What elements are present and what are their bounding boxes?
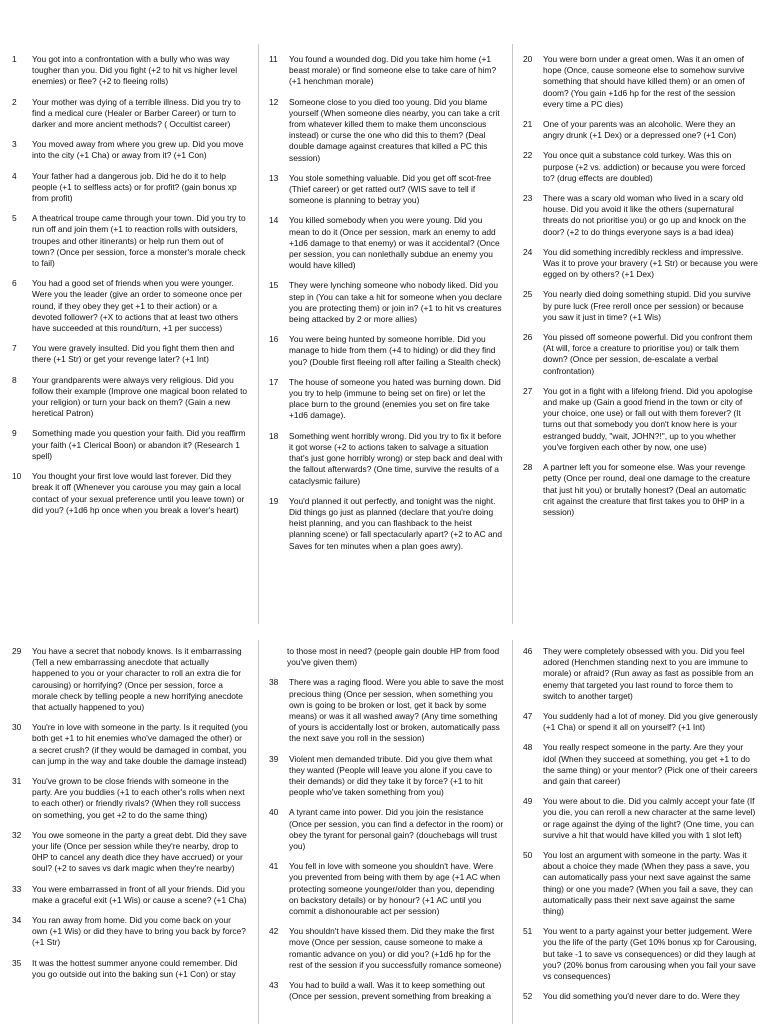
list-item <box>10 958 248 980</box>
item-number: 28 <box>523 462 533 473</box>
list-item <box>10 915 248 949</box>
item-text: A partner left you for someone else. Was your revenge petty (Once per round, deal one damage to the creature that just hit you) or brutally honest? (Deal an automatic crit against the creature that first takes you to 0HP in a session) <box>543 462 751 517</box>
item-text: You got in a fight with a lifelong friend. Did you apologise and make up (Gain a good friend in the town or city of your choice, one use) or fall out with them forever? (It turns out that somebody you don't know here is your estranged buddy, "wait, JOHN?!", up to you whether you've forgiven each other by now, one use) <box>543 385 753 452</box>
list-item <box>10 213 248 269</box>
item-text: It was the hottest summer anyone could remember. Did you go outside out into the baking sun (+1 Con) or stay <box>32 957 238 979</box>
item-text: There was a scary old woman who lived in a scary old house. Did you avoid it like the others (supernatural threats do not prioritise you) or go up and knock on the door? (+2 to do things everyone says is a bad idea) <box>543 193 746 237</box>
item-number: 29 <box>12 646 22 656</box>
list-item <box>267 754 504 799</box>
column-2 <box>258 44 510 624</box>
list-item <box>521 850 758 917</box>
list-item <box>521 386 758 453</box>
list-item <box>10 375 248 420</box>
item-text: Something went horribly wrong. Did you try to fix it before it got worse (+2 to actions taken to salvage a situation that's just gone horribly wrong) or step back and deal with the fallout afterwards? (One time, survive the results of a cataclysmic failure) <box>289 430 503 486</box>
item-number: 43 <box>269 980 279 991</box>
list-item <box>521 193 758 238</box>
column-6 <box>512 640 764 1024</box>
item-number: 25 <box>523 289 533 300</box>
item-text: You once quit a substance cold turkey. Was this on purpose (+2 vs. addiction) or because you were forced to? (drug effects are doubled) <box>543 150 746 183</box>
item-text: You were about to die. Did you calmly accept your fate (If you die, you can reroll a new character at the same level) or rage against the dying of the light? (One time, you can survive a hit that would have killed you with 1 slot left) <box>543 796 756 840</box>
item-text: You had a good set of friends when you were younger. Were you the leader (give an order to someone once per round, if they obey they get +1 to their action) or a devoted follower? (+X to actions that at least two others have succeeded at this round/turn, +1 per success) <box>32 278 243 334</box>
list-item <box>267 377 504 422</box>
column-5-entries <box>267 677 504 1002</box>
list-item <box>267 496 504 552</box>
item-number: 10 <box>12 471 22 482</box>
item-text: You stole something valuable. Did you get off scot-free (Thief career) or get ratted out? (WIS save to tell if someone is planning to betray you) <box>289 172 492 206</box>
column-5 <box>258 640 510 1024</box>
item-text: You shouldn't have kissed them. Did they make the first move (Once per session, cause someone to make a romantic advance on you) or did you? (+1d6 hp for the rest of the session if you successfully romance someone) <box>289 926 502 970</box>
item-number: 19 <box>269 495 279 506</box>
list-item <box>10 139 248 161</box>
item-number: 14 <box>269 215 279 226</box>
item-number: 4 <box>12 170 17 181</box>
item-text: You're in love with someone in the party. Is it requited (you both get +1 to hit enemies who've damaged the other) or a secret crush? (if they would be damaged in combat, you can jump in the way and take double the damage instead) <box>32 722 248 766</box>
item-text: You've grown to be close friends with someone in the party. Are you buddies (+1 to each other's rolls when next to each other) or friendly rivals? (When they roll success on something, you get +2 to do the same thing) <box>32 776 245 820</box>
item-number: 7 <box>12 343 17 354</box>
continued-text: to those most in need? (people gain double HP from food you've given them) <box>287 646 500 668</box>
list-item <box>10 776 248 821</box>
list-item <box>521 332 758 377</box>
item-number: 9 <box>12 428 17 439</box>
item-number: 3 <box>12 139 17 150</box>
item-number: 38 <box>269 677 279 688</box>
item-number: 20 <box>523 54 533 64</box>
list-item <box>267 215 504 271</box>
list-item <box>10 97 248 131</box>
item-number: 23 <box>523 193 533 204</box>
item-text: You killed somebody when you were young. Did you mean to do it (Once per session, mark an enemy to add +1d6 damage to that enemy) or was it accidental? (Once per session, you can nonlethally subdue an enemy you would have killed) <box>289 215 500 271</box>
item-number: 42 <box>269 926 279 937</box>
list-item <box>10 343 248 365</box>
item-number: 32 <box>12 829 22 840</box>
column-1 <box>2 44 254 624</box>
item-text: They were completely obsessed with you. Did you feel adored (Henchmen standing next to you are immune to morale) or afraid? (Run away as fast as possible from an enemy that targeted you last round to force them to switch to another target) <box>543 646 754 701</box>
item-text: Someone close to you died too young. Did you blame yourself (When someone dies nearby, you can take a crit from whatever killed them to make them unconscious instead) or curse the one who did this to them? (Deal double damage against creatures that killed a PC this session) <box>289 96 500 163</box>
item-number: 5 <box>12 213 17 224</box>
item-number: 21 <box>523 119 533 130</box>
list-item <box>267 807 504 852</box>
item-number: 26 <box>523 332 533 343</box>
list-item <box>267 97 504 164</box>
list-item <box>267 334 504 368</box>
list-item <box>521 991 758 1002</box>
list-item <box>10 471 248 516</box>
item-number: 34 <box>12 915 22 926</box>
item-number: 47 <box>523 711 533 722</box>
list-item <box>521 119 758 141</box>
item-text: You pissed off someone powerful. Did you confront them (At will, force a creature to prioritise you) or talk them down? (Once per session, de-escalate a verbal confrontation) <box>543 332 753 376</box>
list-item <box>267 431 504 487</box>
item-text: You really respect someone in the party. Are they your idol (When they succeed at something, you get +1 to do the same thing) or your mentor? (Pick one of their careers and gain that career) <box>543 742 758 787</box>
item-number: 8 <box>12 374 17 385</box>
item-number: 11 <box>269 54 278 64</box>
list-item <box>267 677 504 744</box>
column-3 <box>512 44 764 624</box>
item-number: 6 <box>12 278 17 289</box>
list-item <box>267 280 504 325</box>
list-item <box>521 742 758 787</box>
item-number: 40 <box>269 807 279 818</box>
item-number: 48 <box>523 742 533 753</box>
item-number: 49 <box>523 796 533 807</box>
item-number: 18 <box>269 430 279 441</box>
list-item <box>521 796 758 841</box>
list-item <box>521 247 758 281</box>
list-item <box>267 861 504 917</box>
top-block <box>0 44 768 624</box>
item-number: 46 <box>523 646 533 656</box>
item-number: 41 <box>269 861 279 872</box>
item-text: They were lynching someone who nobody liked. Did you step in (You can take a hit for someone when you declare you are protecting them) or join in? (+1 to hit vs creatures being attacked by 2 or more allies) <box>289 280 502 325</box>
item-number: 16 <box>269 334 279 345</box>
list-item <box>521 646 758 702</box>
item-text: You owe someone in the party a great debt. Did they save your life (Once per session while they're nearby, drop to 0HP to cancel any death dice they have accrued) or your soul? (+2 to saves vs dark magic when they're nearby) <box>32 829 247 874</box>
item-text: Violent men demanded tribute. Did you give them what they wanted (People will leave you alone if you cave to their demands) or did they take it by force? (+1 to hit people who've taken something from you) <box>289 753 493 798</box>
item-number: 33 <box>12 883 22 894</box>
list-item <box>10 171 248 205</box>
list-item <box>267 173 504 207</box>
item-text: You found a wounded dog. Did you take him home (+1 beast morale) or find someone else to take care of him? (+1 henchman morale) <box>289 54 497 87</box>
item-number: 12 <box>269 96 279 107</box>
item-number: 1 <box>12 54 17 64</box>
item-text: A theatrical troupe came through your town. Did you try to run off and join them (+1 to reaction rolls with outsiders, troupes and other itinerants) or help run them out of town? (Once per session, force a monster's morale check to fail) <box>32 213 246 269</box>
item-text: You have a secret that nobody knows. Is it embarrassing (Tell a new embarrassing anecdote that actually happened to you or your character to roll an extra die for carousing) or horrifying? (Once per session, force a morale check by telling people a new horrifying anecdote that actually happened to you) <box>32 646 243 713</box>
item-text: You suddenly had a lot of money. Did you give generously (+1 Cha) or spend it all on yourself? (+1 Int) <box>543 711 758 733</box>
item-text: You did something incredibly reckless and impressive. Was it to prove your bravery (+1 Str) or because you were egged on by others? (+1 Dex) <box>543 246 758 280</box>
item-number: 50 <box>523 850 533 861</box>
item-text: You'd planned it out perfectly, and tonight was the night. Did things go just as planned (declare that you're doing heist planning, and you can flashback to the heist planning scene) or fall spectacularly apart? (+2 to AC and Saves for ten minutes when a plan goes awry). <box>289 495 502 551</box>
item-text: You thought your first love would last forever. Did they break it off (Whenever you carouse you may gain a local contact of your sexual preference until you leave town) or did you? (+1d6 hp once when you break a lover's heart) <box>32 471 245 515</box>
list-item <box>521 462 758 518</box>
list-item <box>267 54 504 88</box>
list-item <box>10 884 248 906</box>
list-item <box>521 711 758 733</box>
item-text: Something made you question your faith. Did you reaffirm your faith (+1 Clerical Boon) or abandon it? (Research 1 spell) <box>32 428 246 461</box>
item-text: The house of someone you hated was burning down. Did you try to help (immune to being set on fire) or let the place burn to the ground (enemies you set on fire take +1d6 damage). <box>289 376 501 421</box>
item-text: You fell in love with someone you shouldn't have. Were you prevented from being with them by age (+1 AC when protecting someone younger/older than you, depending on backstory details) or by honour? (+1 AC until you commit a dishonourable act per session) <box>289 861 501 917</box>
item-number: 31 <box>12 776 22 787</box>
item-text: You did something you'd never dare to do. Were they <box>543 991 740 1002</box>
item-number: 24 <box>523 246 533 257</box>
list-item <box>267 926 504 971</box>
item-number: 51 <box>523 926 533 937</box>
item-text: A tyrant came into power. Did you join the resistance (Once per session, you can find a defector in the room) or obey the tyrant for personal gain? (douchebags will trust you) <box>289 807 504 852</box>
item-text: You moved away from where you grew up. Did you move into the city (+1 Cha) or away from it? (+1 Con) <box>32 139 244 161</box>
item-text: You ran away from home. Did you come back on your own (+1 Wis) or did they have to bring you back by force? (+1 Str) <box>32 915 246 948</box>
item-number: 2 <box>12 96 17 107</box>
item-text: You went to a party against your better judgement. Were you the life of the party (Get 10% bonus xp for Carousing, but take -1 to save vs consequences) or did they laugh at you? (20% bonus from carousing when you fail your save vs consequences) <box>543 926 757 982</box>
item-number: 13 <box>269 172 279 183</box>
list-item <box>10 646 248 713</box>
list-item <box>10 722 248 767</box>
list-item <box>10 278 248 334</box>
item-text: Your father had a dangerous job. Did he do it to help people (+1 to selfless acts) or for profit? (gain bonus xp from profit) <box>32 170 237 204</box>
list-item <box>521 150 758 184</box>
item-number: 22 <box>523 150 533 161</box>
list-item <box>521 54 758 110</box>
item-text: One of your parents was an alcoholic. Were they an angry drunk (+1 Dex) or a depressed one? (+1 Con) <box>543 119 737 141</box>
item-text: You had to build a wall. Was it to keep something out (Once per session, prevent something from breaking a <box>289 980 492 1002</box>
item-text: You nearly died doing something stupid. Did you survive by pure luck (Free reroll once per session) or because you saw it just in time? (+1 Wis) <box>543 289 751 322</box>
item-number: 15 <box>269 280 279 291</box>
item-number: 39 <box>269 753 279 764</box>
list-item <box>267 980 504 1002</box>
item-number: 35 <box>12 957 22 968</box>
item-text: You got into a confrontation with a bully who was way tougher than you. Did you fight (+2 to hit vs higher level enemies) or flee? (+2 to fleeing rolls) <box>32 54 238 87</box>
item-number: 17 <box>269 376 279 387</box>
list-item <box>10 428 248 462</box>
item-text: You were gravely insulted. Did you fight them then and there (+1 Str) or get your revenge later? (+1 Int) <box>32 343 235 365</box>
list-item <box>10 830 248 875</box>
bottom-block <box>0 640 768 1024</box>
item-text: You were being hunted by someone horrible. Did you manage to hide from them (+4 to hiding) or did they find you? (Double first fleeing roll after failing a Stealth check) <box>289 334 501 367</box>
list-item <box>521 289 758 323</box>
item-text: Your mother was dying of a terrible illness. Did you try to find a medical cure (Healer or Barber Career) or turn to darker and more ancient methods? ( Occultist career) <box>32 96 241 130</box>
item-number: 27 <box>523 385 533 396</box>
item-text: You were embarrassed in front of all your friends. Did you make a graceful exit (+1 Wis) or cause a scene? (+1 Cha) <box>32 883 247 905</box>
item-number: 30 <box>12 722 22 733</box>
column-4 <box>2 640 254 1024</box>
list-item <box>10 54 248 88</box>
item-text: There was a raging flood. Were you able to save the most precious thing (Once per session, when something you own is going to be broken or lost, get it back by some means) or was it all washed away? (Any time something of yours is accidentally lost or broken, automatically pass the next save you roll in the session) <box>289 677 504 744</box>
item-text: You were born under a great omen. Was it an omen of hope (Once, cause someone else to somehow survive something that should have killed them) or an omen of doom? (You gain +1d6 hp for the rest of the session every time a PC dies) <box>543 54 745 109</box>
list-item <box>521 926 758 982</box>
item-text: Your grandparents were always very religious. Did you follow their example (Improve one magical boon related to your religion) or turn your back on them? (Gain a new heretical Patron) <box>32 374 248 419</box>
item-number: 52 <box>523 991 533 1002</box>
item-text: You lost an argument with someone in the party. Was it about a choice they made (When they pass a save, you can automatically pass your next save against the same thing) or one you made? (When you fail a save, they can automatically pass their next save against the same thing) <box>543 850 753 917</box>
